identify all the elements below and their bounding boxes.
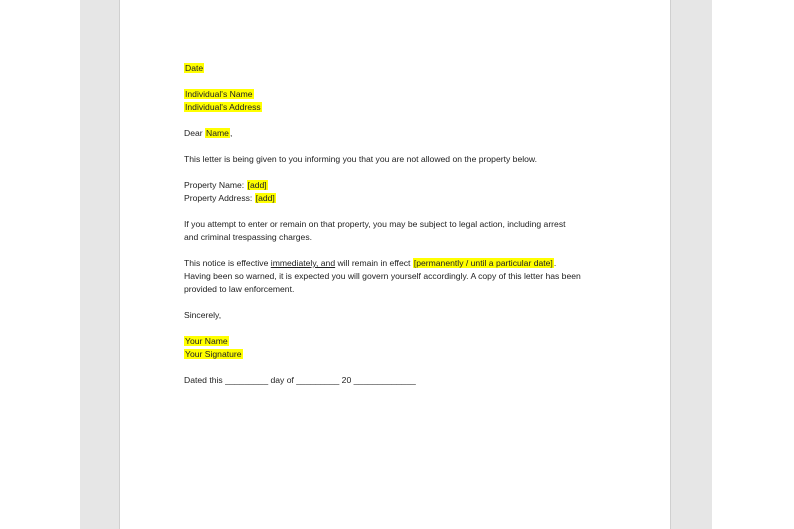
warning-line-1: If you attempt to enter or remain on that property, you may be subject to legal action, including arrest <box>184 219 566 229</box>
property-address-placeholder: [add] <box>255 193 275 203</box>
warning-line-2: and criminal trespassing charges. <box>184 232 313 242</box>
closing-line <box>184 309 654 322</box>
notice-middle: will remain in effect <box>335 258 413 268</box>
salutation-suffix: , <box>229 128 233 138</box>
notice-duration-placeholder: [permanently / until a particular date] <box>413 258 553 268</box>
recipient-address-placeholder: Individual's Address <box>185 102 261 112</box>
recipient-block <box>184 88 654 114</box>
dated-text: Dated this _________ day of _________ 20 _____________ <box>184 375 416 385</box>
sender-signature-placeholder: Your Signature <box>185 349 242 359</box>
closing-text: Sincerely, <box>184 310 222 320</box>
notice-suffix: . <box>553 258 557 268</box>
notice-line-3: provided to law enforcement. <box>184 284 295 294</box>
intro-paragraph <box>184 153 654 166</box>
recipient-name-placeholder: Individual's Name <box>185 89 253 99</box>
notice-prefix: This notice is effective <box>184 258 271 268</box>
date-placeholder: Date <box>185 63 204 73</box>
salutation-prefix: Dear <box>184 128 206 138</box>
property-address-label: Property Address: <box>184 193 255 203</box>
sender-name-placeholder: Your Name <box>185 336 228 346</box>
salutation <box>184 127 654 140</box>
dated-line <box>184 374 654 387</box>
salutation-name-placeholder: Name <box>206 128 229 138</box>
letter-body <box>184 62 654 400</box>
document-page[interactable] <box>120 0 670 529</box>
right-gutter <box>670 0 712 529</box>
warning-paragraph <box>184 218 654 244</box>
left-gutter <box>80 0 120 529</box>
notice-effective-text: immediately, and <box>270 258 336 268</box>
property-name-label: Property Name: <box>184 180 247 190</box>
intro-text: This letter is being given to you informing you that you are not allowed on the property below. <box>184 154 538 164</box>
property-name-placeholder: [add] <box>247 180 267 190</box>
notice-paragraph <box>184 257 654 296</box>
property-block <box>184 179 654 205</box>
signature-block <box>184 335 654 361</box>
notice-line-2: Having been so warned, it is expected you will govern yourself accordingly. A copy of this letter has been <box>184 271 581 281</box>
date-line <box>184 62 654 75</box>
